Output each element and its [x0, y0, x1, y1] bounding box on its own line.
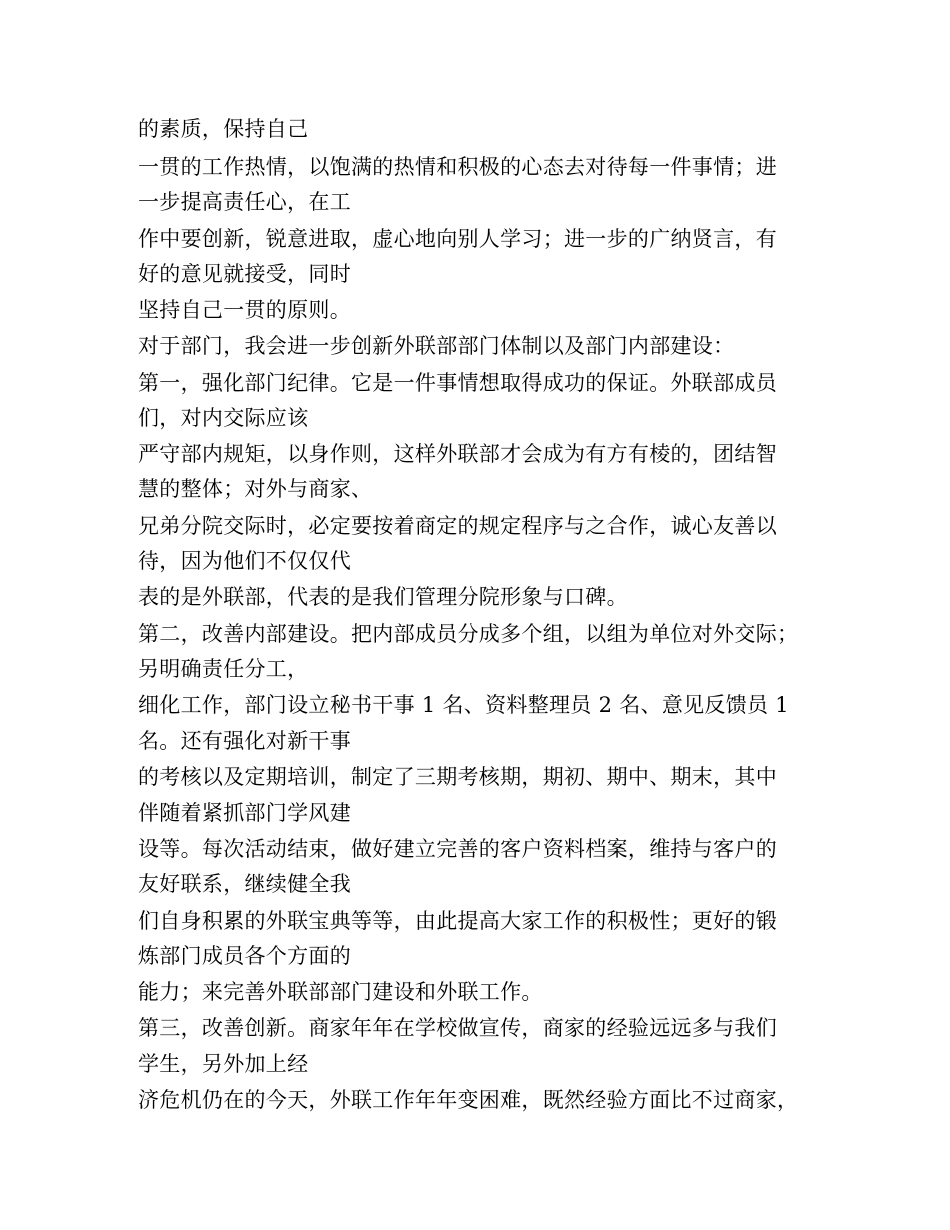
text-line: 第二，改善内部建设。把内部成员分成多个组，以组为单位对外交际； — [138, 622, 799, 646]
text-line: 第三，改善创新。商家年年在学校做宣传，商家的经验远远多与我们 — [138, 1016, 777, 1040]
text-line: 另明确责任分工， — [138, 657, 309, 681]
text-line: 第一，强化部门纪律。它是一件事情想取得成功的保证。外联部成员 — [138, 371, 777, 395]
text-line: 的素质，保持自己 — [138, 117, 309, 141]
text-line: 们自身积累的外联宝典等等，由此提高大家工作的积极性；更好的锻 — [138, 909, 777, 933]
text-line: 能力；来完善外联部部门建设和外联工作。 — [138, 980, 543, 1004]
text-line: 设等。每次活动结束，做好建立完善的客户资料档案，维持与客户的 — [138, 837, 777, 861]
text-line: 学生，另外加上经 — [138, 1052, 309, 1076]
text-line: 对于部门，我会进一步创新外联部部门体制以及部门内部建设： — [138, 334, 735, 358]
text-line: 一贯的工作热情，以饱满的热情和积极的心态去对待每一件事情；进 — [138, 155, 777, 179]
text-line: 炼部门成员各个方面的 — [138, 944, 351, 968]
text-line: 们，对内交际应该 — [138, 406, 309, 430]
text-line: 友好联系，继续健全我 — [138, 872, 351, 896]
text-line: 严守部内规矩，以身作则，这样外联部才会成为有方有棱的，团结智 — [138, 442, 777, 466]
text-line: 好的意见就接受，同时 — [138, 262, 351, 286]
text-line: 一步提高责任心，在工 — [138, 190, 351, 214]
text-line: 细化工作，部门设立秘书干事 1 名、资料整理员 2 名、意见反馈员 1 — [138, 693, 789, 717]
text-line: 待，因为他们不仅仅代 — [138, 549, 351, 573]
text-line: 表的是外联部，代表的是我们管理分院形象与口碑。 — [138, 585, 628, 609]
text-line: 的考核以及定期培训，制定了三期考核期，期初、期中、期末，其中 — [138, 765, 777, 789]
text-line: 伴随着紧抓部门学风建 — [138, 801, 351, 825]
text-line: 兄弟分院交际时，必定要按着商定的规定程序与之合作，诚心友善以 — [138, 514, 777, 538]
text-line: 济危机仍在的今天，外联工作年年变困难，既然经验方面比不过商家， — [138, 1088, 799, 1112]
text-line: 作中要创新，锐意进取，虚心地向别人学习；进一步的广纳贤言，有 — [138, 227, 777, 251]
text-line: 坚持自己一贯的原则。 — [138, 298, 351, 322]
text-line: 名。还有强化对新干事 — [138, 729, 351, 753]
text-line: 慧的整体；对外与商家、 — [138, 477, 373, 501]
